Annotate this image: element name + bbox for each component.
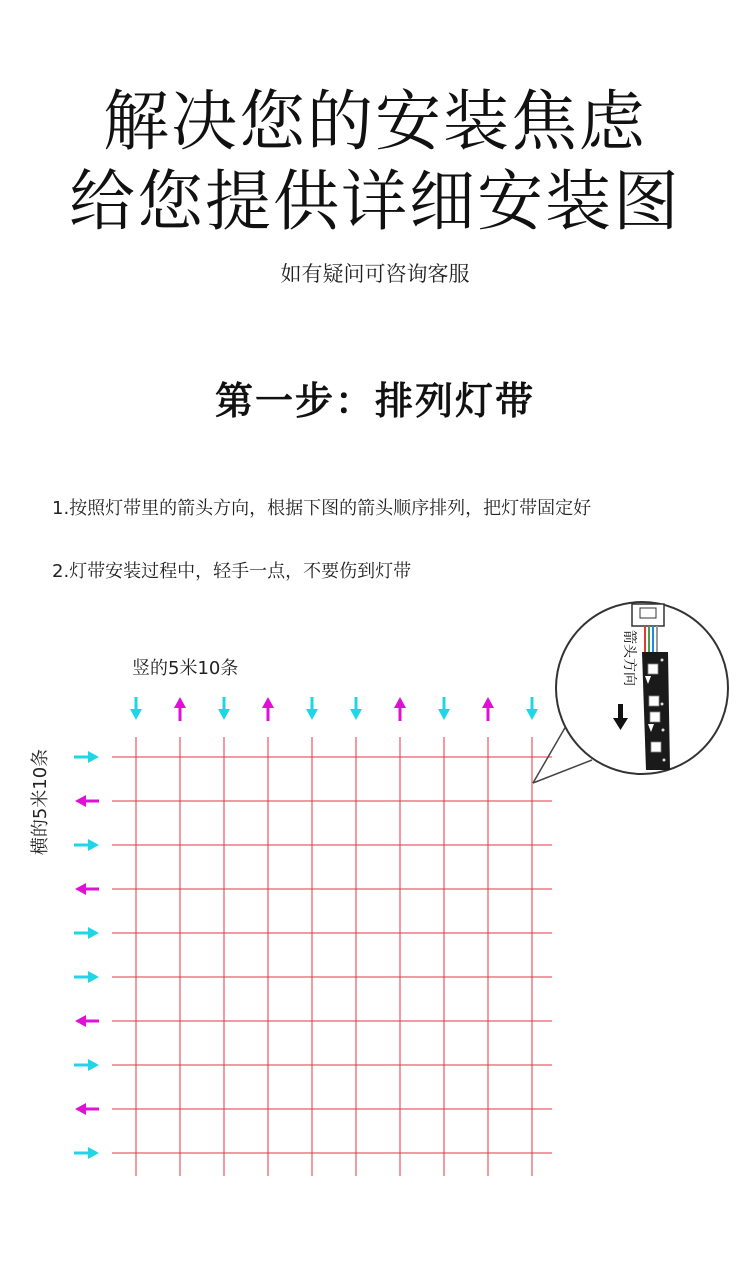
- page-subtitle: 如有疑问可咨询客服: [280, 262, 470, 286]
- arrow-left-icon: [75, 1015, 99, 1027]
- arrow-down-icon: [526, 697, 538, 720]
- vertical-strips-label: 竖的5米10条: [132, 658, 239, 679]
- arrow-up-icon: [394, 697, 406, 721]
- arrow-right-icon: [74, 1147, 99, 1159]
- horizontal-strip-arrows: [74, 751, 99, 1159]
- arrow-down-icon: [438, 697, 450, 720]
- arrow-left-icon: [75, 883, 99, 895]
- arrow-right-icon: [74, 839, 99, 851]
- arrow-down-icon: [350, 697, 362, 720]
- strip-grid: [112, 737, 552, 1176]
- arrow-up-icon: [174, 697, 186, 721]
- vertical-strip-arrows: [130, 697, 538, 721]
- arrow-down-icon: [130, 697, 142, 720]
- zoom-circle: [556, 602, 728, 774]
- step-heading: 第一步：排列灯带: [214, 379, 535, 423]
- arrow-up-icon: [262, 697, 274, 721]
- zoom-label: 箭头方向: [621, 630, 637, 686]
- arrow-right-icon: [74, 971, 99, 983]
- page-title-line1: 解决您的安装焦虑: [103, 83, 647, 160]
- arrow-right-icon: [74, 751, 99, 763]
- arrow-right-icon: [74, 927, 99, 939]
- arrow-right-icon: [74, 1059, 99, 1071]
- arrow-left-icon: [75, 1103, 99, 1115]
- horizontal-strips-label: 横的5米10条: [30, 748, 52, 856]
- arrow-up-icon: [482, 697, 494, 721]
- arrow-down-icon: [306, 697, 318, 720]
- arrow-down-icon: [218, 697, 230, 720]
- page-title-line2: 给您提供详细安装图: [69, 163, 681, 240]
- arrow-left-icon: [75, 795, 99, 807]
- instruction-1: 1.按照灯带里的箭头方向，根据下图的箭头顺序排列，把灯带固定好: [52, 498, 592, 519]
- instruction-2: 2.灯带安装过程中，轻手一点，不要伤到灯带: [52, 561, 412, 582]
- zoom-callout: [533, 602, 728, 783]
- connector-plug: [632, 604, 664, 626]
